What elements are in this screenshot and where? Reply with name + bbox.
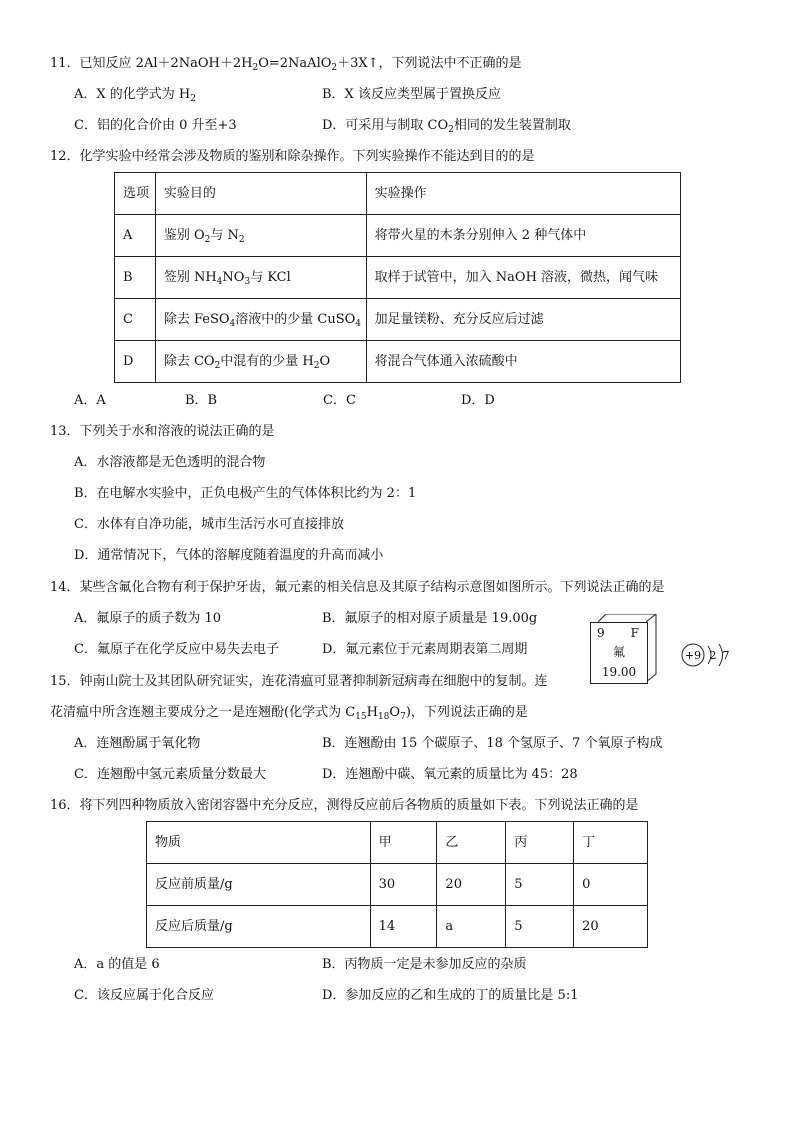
q15-option-d: D．连翘酚中碳、氧元素的质量比为 45：28 xyxy=(322,767,578,782)
atomic-number: 9 xyxy=(597,626,605,640)
q15-stem-line-2: 花清瘟中所含连翘主要成分之一是连翘酚(化学式为 $C_{15}H_{18}O_7$)，下列说法正确的是 xyxy=(50,705,528,722)
element-card xyxy=(590,622,648,684)
q11-option-c: C．铝的化合价由 0 升至+3 xyxy=(74,118,237,133)
table-row xyxy=(115,341,681,383)
atom-structure-diagram xyxy=(678,640,738,670)
q12-stem: 12．化学实验中经常会涉及物质的鉴别和除杂操作。下列实验操作不能达到目的的是 xyxy=(50,149,535,164)
q16-cell: 5 xyxy=(506,864,574,906)
table-row xyxy=(147,864,648,906)
q16-header-cell: 丙 xyxy=(506,822,574,864)
q15-stem-line-1: 15．钟南山院士及其团队研究证实，连花清瘟可显著抑制新冠病毒在细胞中的复制。连 xyxy=(50,674,548,689)
q16-option-a: A．a 的值是 6 xyxy=(74,957,160,972)
q16-cell: a xyxy=(437,906,506,948)
q16-header-cell: 丁 xyxy=(574,822,648,864)
q12-operation-cell: 将混合气体通入浓硫酸中 xyxy=(366,341,680,383)
q14-option-d: D．氟元素位于元素周期表第二周期 xyxy=(322,642,528,657)
q14-option-b: B．氟原子的相对原子质量是 19.00g xyxy=(322,611,538,626)
q16-cell: 20 xyxy=(574,906,648,948)
nucleus-charge: +9 xyxy=(684,649,702,662)
q13-option-d: D．通常情况下，气体的溶解度随着温度的升高而减小 xyxy=(74,548,384,563)
q12-table-header xyxy=(115,173,681,215)
q11-option-b: B．X 该反应类型属于置换反应 xyxy=(322,87,501,102)
q12-option-cell: A xyxy=(115,215,156,257)
q13-stem: 13．下列关于水和溶液的说法正确的是 xyxy=(50,424,275,439)
q12-header-cell: 实验操作 xyxy=(366,173,680,215)
q12-answer-c: C．C xyxy=(323,393,356,408)
element-name: 氟 xyxy=(612,645,625,659)
q16-table xyxy=(146,821,648,948)
q12-header-cell: 实验目的 xyxy=(155,173,366,215)
table-row xyxy=(115,299,681,341)
q12-table xyxy=(114,172,681,383)
q16-option-c: C．该反应属于化合反应 xyxy=(74,988,214,1003)
q12-answer-b: B．B xyxy=(185,393,218,408)
table-row xyxy=(147,906,648,948)
q14-stem: 14．某些含氟化合物有利于保护牙齿，氟元素的相关信息及其原子结构示意图如图所示。下列说法正确的是 xyxy=(50,580,665,595)
q12-option-cell: D xyxy=(115,341,156,383)
q12-operation-cell: 加足量镁粉、充分反应后过滤 xyxy=(366,299,680,341)
q13-option-c: C．水体有自净功能，城市生活污水可直接排放 xyxy=(74,517,344,532)
q16-header-cell: 物质 xyxy=(147,822,371,864)
q11-option-d: D．可采用与制取 $CO_2$相同的发生装置制取 xyxy=(322,118,571,135)
q12-goal-cell: 签别 $NH_4NO_3$与 KCl xyxy=(155,257,366,299)
element-symbol: F xyxy=(630,626,639,640)
q12-operation-cell: 取样于试管中，加入 NaOH 溶液，微热，闻气味 xyxy=(366,257,680,299)
table-row xyxy=(115,257,681,299)
q12-operation-cell: 将带火星的木条分别伸入 2 种气体中 xyxy=(366,215,680,257)
table-row xyxy=(115,215,681,257)
atomic-mass: 19.00 xyxy=(601,665,637,679)
q16-cell: 20 xyxy=(437,864,506,906)
q16-cell: 30 xyxy=(370,864,437,906)
q13-option-b: B．在电解水实验中，正负电极产生的气体体积比约为 2：1 xyxy=(74,486,417,501)
q15-option-a: A．连翘酚属于氧化物 xyxy=(74,736,201,751)
q16-cell: 0 xyxy=(574,864,648,906)
shell-2-electrons: 7 xyxy=(722,649,730,662)
q16-cell: 反应后质量/g xyxy=(147,906,371,948)
q16-cell: 14 xyxy=(370,906,437,948)
q12-goal-cell: 除去 $CO_2$中混有的少量 $H_2O$ xyxy=(155,341,366,383)
q15-option-b: B．连翘酚由 15 个碳原子、18 个氢原子、7 个氧原子构成 xyxy=(322,736,663,751)
q11-stem: 11．已知反应 $2Al+2NaOH+2H_2O=2NaAlO_2+3X↑$，下列说法中不正确的是 xyxy=(50,56,522,73)
q16-header-cell: 乙 xyxy=(437,822,506,864)
q16-table-header xyxy=(147,822,648,864)
q16-option-d: D．参加反应的乙和生成的丁的质量比是 5:1 xyxy=(322,988,579,1003)
shell-1-electrons: 2 xyxy=(709,649,717,662)
q13-option-a: A．水溶液都是无色透明的混合物 xyxy=(74,455,266,470)
q12-header-cell: 选项 xyxy=(115,173,156,215)
q15-option-c: C．连翘酚中氢元素质量分数最大 xyxy=(74,767,266,782)
q16-cell: 反应前质量/g xyxy=(147,864,371,906)
q16-option-b: B．丙物质一定是未参加反应的杂质 xyxy=(322,957,527,972)
q12-answer-d: D．D xyxy=(461,393,495,408)
q12-option-cell: C xyxy=(115,299,156,341)
q11-option-a: A．X 的化学式为 $H_2$ xyxy=(74,87,196,104)
q12-answer-a: A．A xyxy=(74,393,106,408)
q12-goal-cell: 除去 FeSO$_4$溶液中的少量 CuSO$_4$ xyxy=(155,299,366,341)
q14-option-a: A．氟原子的质子数为 10 xyxy=(74,611,222,626)
q16-header-cell: 甲 xyxy=(370,822,437,864)
q16-stem: 16．将下列四种物质放入密闭容器中充分反应，测得反应前后各物质的质量如下表。下列说法正确的是 xyxy=(50,798,639,813)
q12-option-cell: B xyxy=(115,257,156,299)
q14-option-c: C．氟原子在化学反应中易失去电子 xyxy=(74,642,279,657)
q12-goal-cell: 鉴别 $O_2$与 $N_2$ xyxy=(155,215,366,257)
q16-cell: 5 xyxy=(506,906,574,948)
